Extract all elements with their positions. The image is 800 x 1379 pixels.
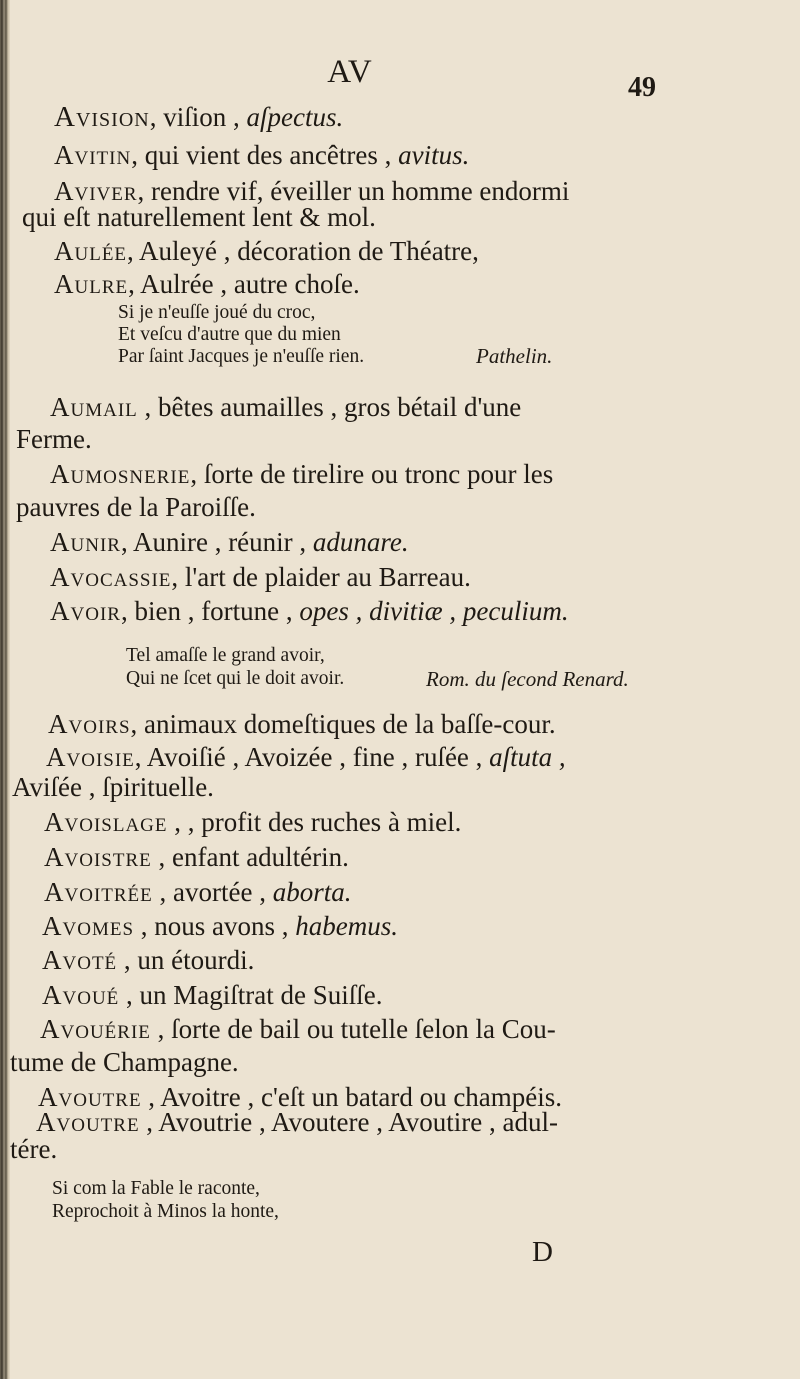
definition: , Aunire , réunir ,: [120, 527, 313, 557]
headword: Avouérie: [40, 1014, 151, 1044]
entry-avoisie: [46, 740, 566, 774]
definition: , qui vient des ancêtres ,: [131, 140, 399, 170]
definition: qui eſt naturellement lent & mol.: [22, 202, 376, 232]
entry-avoutre-2: [36, 1105, 558, 1139]
page-number: 49: [628, 72, 656, 103]
latin-gloss: adunare.: [312, 527, 409, 557]
headword: Avoué: [42, 980, 120, 1010]
headword: Avoutre: [36, 1107, 140, 1137]
definition: , avortée ,: [152, 877, 273, 907]
entry-avomes: [42, 909, 398, 943]
quote-line: Par ſaint Jacques je n'euſſe rien.: [118, 346, 365, 367]
entry-avoue: [42, 978, 383, 1012]
headword: Aumail: [50, 392, 138, 422]
definition: , Avoitre , c'eſt un batard ou champéis.: [141, 1082, 563, 1112]
entry-avoir: [50, 594, 569, 628]
quote-source: [426, 666, 629, 694]
quote-source-text: Pathelin.: [476, 344, 553, 368]
definition: tére.: [10, 1134, 58, 1164]
definition: tume de Champagne.: [10, 1047, 239, 1077]
definition: , Avoiſié , Avoizée , fine , ruſée ,: [134, 742, 490, 772]
headword: Avoutre: [38, 1082, 142, 1112]
definition: , enfant adultérin.: [151, 842, 349, 872]
book-binding-edge: [0, 0, 10, 1379]
entry-aunir: [50, 525, 409, 559]
latin-gloss: habemus.: [295, 911, 399, 941]
definition: , rendre vif, éveiller un homme endormi: [137, 176, 570, 206]
definition: , bien , fortune ,: [120, 596, 300, 626]
entry-avoistre: [44, 840, 349, 874]
definition: , un étourdi.: [117, 945, 255, 975]
entry-continuation: [16, 422, 92, 456]
entry-continuation: [10, 1132, 57, 1166]
entry-avoirs: [48, 707, 556, 741]
entry-avouerie: [40, 1012, 556, 1046]
entry-aulee: [54, 234, 479, 268]
definition: Aviſée , ſpirituelle.: [12, 772, 214, 802]
latin-gloss: aborta.: [272, 877, 352, 907]
definition: , ſorte de tirelire ou tronc pour les: [190, 459, 554, 489]
entry-avote: [42, 943, 254, 977]
running-head: AV: [327, 54, 373, 90]
latin-gloss: opes , divitiæ , peculium.: [299, 596, 569, 626]
signature-mark: D: [532, 1236, 553, 1268]
headword: Avoitrée: [44, 877, 153, 907]
headword: Aulre: [54, 269, 129, 299]
headword: Avoisie: [46, 742, 135, 772]
headword: Aviver: [54, 176, 138, 206]
quote-line: Si com la Fable le raconte,: [52, 1178, 260, 1199]
definition: , ſorte de bail ou tutelle ſelon la Cou-: [150, 1014, 556, 1044]
headword: Aulée: [54, 236, 128, 266]
definition: , un Magiſtrat de Suiſſe.: [119, 980, 383, 1010]
definition: pauvres de la Paroiſſe.: [16, 492, 256, 522]
entry-avoitree: [44, 875, 351, 909]
definition: , , profit des ruches à miel.: [167, 807, 462, 837]
quote-source: [476, 343, 552, 371]
headword: Aumosnerie: [50, 459, 191, 489]
definition: Ferme.: [16, 424, 92, 454]
quote-line: Reprochoit à Minos la honte,: [52, 1201, 279, 1222]
headword: Avocassie: [50, 562, 172, 592]
definition: , Auleyé , décoration de Théatre,: [127, 236, 479, 266]
definition: , bêtes aumailles , gros bétail d'une: [137, 392, 522, 422]
headword: Aunir: [50, 527, 121, 557]
entry-continuation: [22, 200, 376, 234]
quote-line: Si je n'euſſe joué du croc,: [118, 302, 316, 323]
quote-source-text: Rom. du ſecond Renard.: [426, 667, 629, 691]
latin-gloss: avitus.: [398, 140, 470, 170]
entry-avoislage: [44, 805, 461, 839]
entry-aulre: [54, 267, 360, 301]
latin-gloss: aſpectus.: [246, 102, 344, 132]
quote-line: Qui ne ſcet qui le doit avoir.: [126, 668, 345, 689]
quote-line: Tel amaſſe le grand avoir,: [126, 645, 325, 666]
definition: , Aulrée , autre choſe.: [128, 269, 360, 299]
definition: , animaux domeſtiques de la baſſe-cour.: [130, 709, 556, 739]
definition: , nous avons ,: [134, 911, 296, 941]
quote-line: Et veſcu d'autre que du mien: [118, 324, 341, 345]
headword: Avoislage: [44, 807, 168, 837]
definition: , viſion ,: [149, 102, 247, 132]
entry-continuation: [12, 770, 214, 804]
entry-continuation: [16, 490, 256, 524]
entry-continuation: [10, 1045, 239, 1079]
entry-avision: [54, 100, 343, 134]
headword: Avision: [54, 101, 150, 133]
headword: Avoistre: [44, 842, 152, 872]
definition: , l'art de plaider au Barreau.: [171, 562, 471, 592]
headword: Avoir: [50, 596, 121, 626]
entry-avocassie: [50, 560, 471, 594]
headword: Avomes: [42, 911, 135, 941]
headword: Avoté: [42, 945, 118, 975]
headword: Avitin: [54, 140, 132, 170]
entry-aumosnerie: [50, 457, 553, 491]
entry-aumail: [50, 390, 521, 424]
headword: Avoirs: [48, 709, 131, 739]
definition: , Avoutrie , Avoutere , Avoutire , adul-: [139, 1107, 558, 1137]
entry-avitin: [54, 138, 469, 172]
latin-gloss: aſtuta ,: [489, 742, 566, 772]
